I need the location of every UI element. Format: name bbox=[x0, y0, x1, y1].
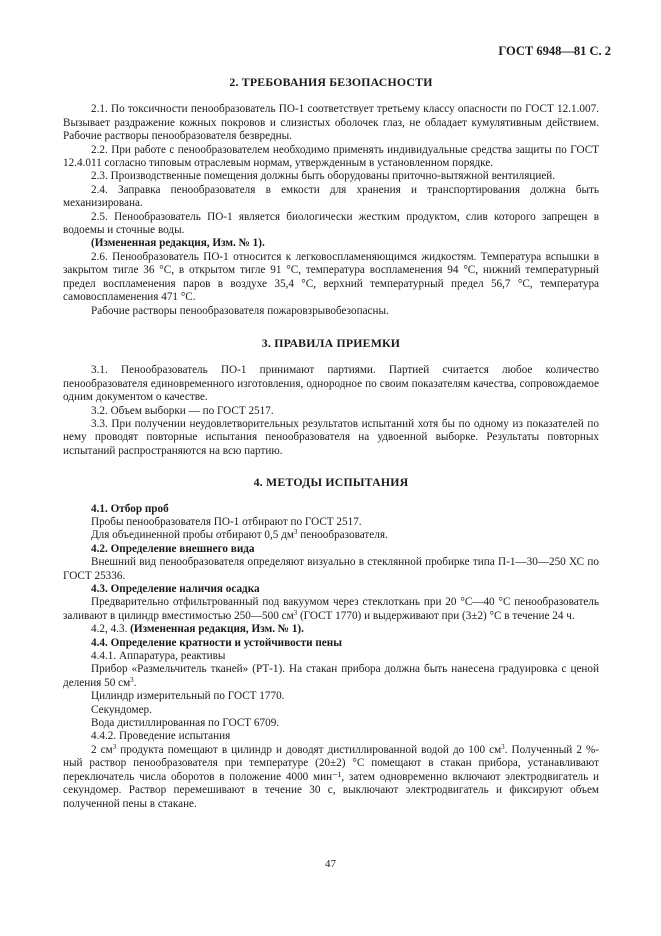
para-4-4-1-b: Цилиндр измерительный по ГОСТ 1770. bbox=[91, 690, 285, 703]
para-4-3: Предварительно отфильтрованный под вакуумом через стеклоткань при 20 °С—40 °С пенообразователь заливают в цилиндр вместимостью 250—500 $см^3$ (ГОСТ 1770) и выдерживают при (3±2) °С в течение 24 ч. bbox=[63, 596, 599, 622]
page-content bbox=[63, 76, 599, 811]
para-3-3: 3.3. При получении неудовлетворительных результатов испытаний хотя бы по одному из показателей по нему проводят повторные испытания пенообразователя на удвоенной выборке. Результаты повторных испытаний распространяются на всю партию. bbox=[63, 417, 599, 457]
page-number: 47 bbox=[325, 858, 336, 870]
para-4-1-a: Пробы пенообразователя ПО-1 отбирают по ГОСТ 2517. bbox=[91, 515, 362, 528]
section-4-title: 4. МЕТОДЫ ИСПЫТАНИЯ bbox=[253, 475, 409, 490]
para-4-4-1-c: Секундомер. bbox=[91, 703, 152, 716]
para-2-5: 2.5. Пенообразователь ПО-1 является биологически жестким продуктом, слив которого запрещен в водоемы и сточные воды. bbox=[63, 210, 599, 237]
para-2-4: 2.4. Заправка пенообразователя в емкости для хранения и транспортирования должна быть механизирована. bbox=[63, 183, 599, 210]
para-4-4-1: 4.4.1. Аппаратура, реактивы bbox=[91, 650, 226, 663]
section-2-title: 2. ТРЕБОВАНИЯ БЕЗОПАСНОСТИ bbox=[229, 75, 433, 89]
para-2-6: 2.6. Пенообразователь ПО-1 относится к легковоспламеняющимся жидкостям. Температура вспышки в закрытом тигле 36 °С, в открытом тигле 91 °С, температура воспламенения 94 °С, нижний температурный предел воспламенения паров в воздухе 35,4 °С, верхний температурный предел 56,7 °С, температура самовоспламенения 471 °С. bbox=[63, 250, 599, 304]
amendment-note-2: (Измененная редакция, Изм. № 1). bbox=[91, 237, 265, 250]
amendment-note-4: 4.2, 4.3. (Измененная редакция, Изм. № 1). bbox=[91, 623, 304, 636]
para-3-1: 3.1. Пенообразователь ПО-1 принимают партиями. Партией считается любое количество пенообразователя единовременного изготовления, однородное по своим показателям качества, сопровождаемое одним документом о качестве. bbox=[63, 364, 599, 404]
para-4-4-2: 4.4.2. Проведение испытания bbox=[91, 730, 231, 743]
para-2-6-b: Рабочие растворы пенообразователя пожаровзрывобезопасны. bbox=[91, 304, 389, 317]
para-2-1: 2.1. По токсичности пенообразователь ПО-1 соответствует третьему классу опасности по ГОСТ 12.1.007. Вызывает раздражение кожных покровов и слизистых оболочек глаз, не обладает кумулятивным действием. Рабочие растворы пенообразователя безвредны. bbox=[63, 103, 599, 143]
para-4-4-2-a: 2 $см^3$ продукта помещают в цилиндр и доводят дистиллированной водой до 100 $см^3$. Полученный 2 %-ный раствор пенообразователя при температуре (20±2) °С помещают в стакан прибора, устанавливают переключатель числа оборотов в положение 4000 мин⁻¹, затем одновременно включают электродвигатель и секундомер. Раствор перемешивают в течение 30 с, выключают электродвигатель и фиксируют объем полученной пены в стакане. bbox=[63, 742, 599, 810]
para-4-1-b: Для объединенной пробы отбирают 0,5 $дм^3$ пенообразователя. bbox=[91, 528, 388, 542]
para-3-2: 3.2. Объем выборки — по ГОСТ 2517. bbox=[91, 404, 274, 417]
para-4-4-1-d: Вода дистиллированная по ГОСТ 6709. bbox=[91, 717, 280, 730]
para-4-2: Внешний вид пенообразователя определяют визуально в стеклянной пробирке типа П-1—30—250 ХС по ГОСТ 25336. bbox=[63, 556, 599, 582]
para-4-4-1-a: Прибор «Размельчитель тканей» (РТ-1). На стакан прибора должна быть нанесена градуировка с ценой деления 50 $см^3$. bbox=[63, 663, 599, 689]
para-2-2: 2.2. При работе с пенообразователем необходимо применять индивидуальные средства защиты по ГОСТ 12.4.011 согласно типовым отраслевым нормам, утвержденным в установленном порядке. bbox=[63, 143, 599, 170]
page-header: ГОСТ 6948—81 С. 2 bbox=[498, 44, 611, 58]
heading-4-3: 4.3. Определение наличия осадка bbox=[91, 583, 260, 595]
heading-4-4: 4.4. Определение кратности и устойчивости пены bbox=[91, 636, 342, 649]
section-3-title: 3. ПРАВИЛА ПРИЕМКИ bbox=[261, 335, 401, 350]
para-2-3: 2.3. Производственные помещения должны быть оборудованы приточно-вытяжной вентиляцией. bbox=[91, 170, 556, 183]
heading-4-2: 4.2. Определение внешнего вида bbox=[91, 542, 255, 555]
heading-4-1: 4.1. Отбор проб bbox=[91, 502, 169, 515]
